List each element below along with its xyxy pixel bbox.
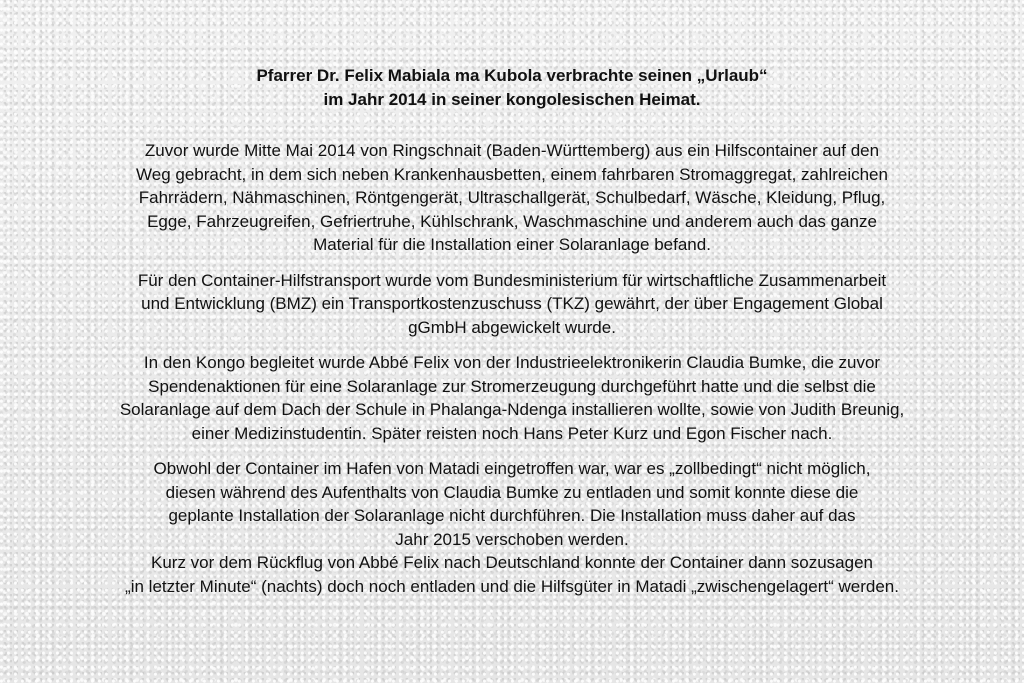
text-line: Egge, Fahrzeugreifen, Gefriertruhe, Kühlschrank, Waschmaschine und anderem auch das ganze xyxy=(147,211,877,231)
text-line: „in letzter Minute“ (nachts) doch noch entladen und die Hilfsgüter in Matadi „zwischengelagert“ werden. xyxy=(125,576,899,596)
text-line: diesen während des Aufenthalts von Claudia Bumke zu entladen und somit konnte diese die xyxy=(165,482,859,502)
text-line: Zuvor wurde Mitte Mai 2014 von Ringschnait (Baden-Württemberg) aus ein Hilfscontainer auf den xyxy=(144,141,880,160)
body-text xyxy=(0,139,1024,598)
paragraph-2 xyxy=(0,269,1024,340)
text-line: Für den Container-Hilfstransport wurde vom Bundesministerium für wirtschaftliche Zusammenarbeit xyxy=(137,270,887,290)
text-line: Weg gebracht, in dem sich neben Krankenhausbetten, einem fahrbaren Stromaggregat, zahlreichen xyxy=(136,164,888,184)
paragraph-4 xyxy=(0,457,1024,598)
text-line: und Entwicklung (BMZ) ein Transportkostenzuschuss (TKZ) gewährt, der über Engagement Global xyxy=(141,294,883,313)
text-line: gGmbH abgewickelt wurde. xyxy=(408,317,616,337)
text-line: geplante Installation der Solaranlage nicht durchführen. Die Installation muss daher auf das xyxy=(168,506,856,525)
text-line: Jahr 2015 verschoben werden. xyxy=(395,529,629,549)
paragraph-1 xyxy=(0,139,1024,257)
text-line: einer Medizinstudentin. Später reisten noch Hans Peter Kurz und Egon Fischer nach. xyxy=(191,423,833,443)
text-line: Fahrrädern, Nähmaschinen, Röntgengerät, Ultraschallgerät, Schulbedarf, Wäsche, Kleidung, Pflug, xyxy=(138,188,886,207)
text-line: Spendenaktionen für eine Solaranlage zur Stromerzeugung durchgeführt hatte und die selbst die xyxy=(148,376,876,396)
heading xyxy=(0,64,1024,112)
text-line: Material für die Installation einer Solaranlage befand. xyxy=(313,235,711,254)
heading-line: Pfarrer Dr. Felix Mabiala ma Kubola verbrachte seinen „Urlaub“ xyxy=(256,66,768,85)
text-line: Solaranlage auf dem Dach der Schule in Phalanga-Ndenga installieren wollte, sowie von Judith Breunig, xyxy=(119,400,905,419)
text-line: Kurz vor dem Rückflug von Abbé Felix nach Deutschland konnte der Container dann sozusagen xyxy=(151,553,873,572)
text-line: Obwohl der Container im Hafen von Matadi eingetroffen war, war es „zollbedingt“ nicht möglich, xyxy=(153,459,871,478)
paragraph-3 xyxy=(0,351,1024,445)
heading-line: im Jahr 2014 in seiner kongolesischen Heimat. xyxy=(323,90,701,109)
text-line: In den Kongo begleitet wurde Abbé Felix von der Industrieelektronikerin Claudia Bumke, die zuvor xyxy=(143,353,881,372)
